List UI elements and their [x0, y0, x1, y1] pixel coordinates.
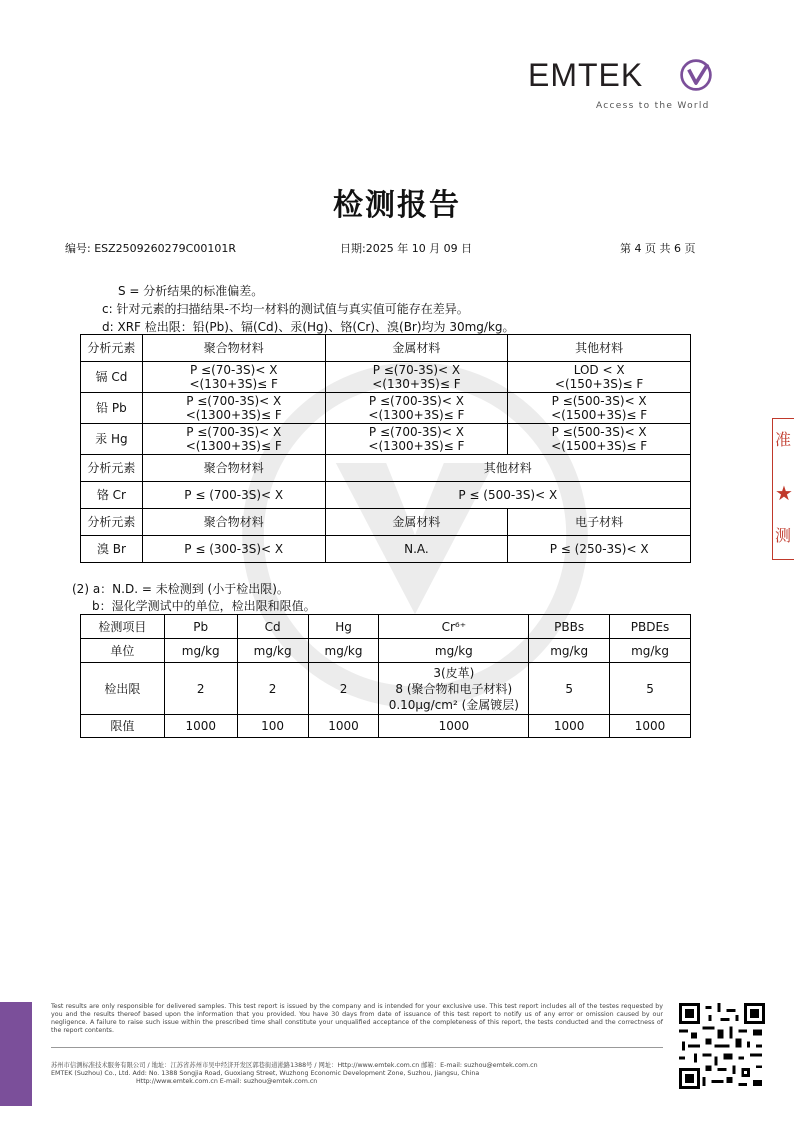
table-cell: mg/kg — [529, 639, 610, 663]
other-cell — [508, 393, 691, 424]
table-cell: 1000 — [610, 715, 691, 738]
report-date: 日期:2025 年 10 月 09 日 — [340, 242, 473, 255]
element-cell: 汞 Hg — [81, 424, 143, 455]
table-row — [81, 362, 691, 393]
unit-row — [81, 639, 691, 663]
header-cell: 电子材料 — [508, 509, 691, 536]
table-cell: 1000 — [308, 715, 379, 738]
star-icon: ★ — [775, 481, 793, 505]
seal-stamp — [772, 418, 794, 560]
header-cell: PBDEs — [610, 615, 691, 639]
table-row — [81, 424, 691, 455]
logo-brand: EMTEK — [528, 57, 644, 93]
table-header-row — [81, 509, 691, 536]
table-cell: 2 — [164, 663, 237, 715]
metal-cell — [325, 424, 508, 455]
header-cell: 检测项目 — [81, 615, 165, 639]
cell-line: <(130+3S)≤ F — [189, 377, 278, 391]
cell-line: <(1500+3S)≤ F — [551, 439, 648, 453]
header-cell: 聚合物材料 — [142, 509, 325, 536]
footer-divider — [51, 1047, 663, 1048]
notes-top — [80, 282, 515, 336]
table-cell: mg/kg — [610, 639, 691, 663]
table-cell: 100 — [237, 715, 308, 738]
table-header-row — [81, 335, 691, 362]
header-cell: 聚合物材料 — [142, 335, 325, 362]
page-title: 检测报告 — [333, 188, 461, 223]
table-header-row — [81, 615, 691, 639]
cell-line: P ≤(700-3S)< X — [368, 394, 464, 408]
table-cell: 2 — [237, 663, 308, 715]
cell-line: 8 (聚合物和电子材料) — [395, 681, 513, 696]
wet-chemistry-table — [80, 614, 691, 738]
table-cell: 1000 — [164, 715, 237, 738]
electronic-cell: P ≤ (250-3S)< X — [508, 536, 691, 563]
qr-code-icon — [679, 1003, 765, 1089]
header-cell: 其他材料 — [325, 455, 690, 482]
header-cell: 金属材料 — [325, 509, 508, 536]
header-cell: 聚合物材料 — [142, 455, 325, 482]
polymer-cell — [142, 362, 325, 393]
polymer-cell: P ≤ (300-3S)< X — [142, 536, 325, 563]
cell-line: <(1300+3S)≤ F — [368, 439, 465, 453]
note-line: (2) a：N.D. = 未检测到 (小于检出限)。 — [72, 582, 289, 596]
lod-row — [81, 663, 691, 715]
header-cell: Cr⁶⁺ — [379, 615, 529, 639]
header-cell: PBBs — [529, 615, 610, 639]
cell-line: P ≤(70-3S)< X — [372, 363, 461, 377]
xrf-limits-table — [80, 334, 691, 563]
polymer-cell — [142, 424, 325, 455]
page-indicator: 第 4 页 共 6 页 — [620, 242, 696, 255]
table-cell: 5 — [529, 663, 610, 715]
cell-line: P ≤(500-3S)< X — [551, 394, 647, 408]
logo-check-icon — [678, 57, 714, 93]
report-number: 编号: ESZ2509260279C00101R — [65, 242, 236, 255]
polymer-cell — [142, 393, 325, 424]
stamp-char: 准 — [775, 430, 792, 449]
header-cell: 分析元素 — [81, 509, 143, 536]
table-cell: 检出限 — [81, 663, 165, 715]
header-cell: Pb — [164, 615, 237, 639]
element-cell: 铬 Cr — [81, 482, 143, 509]
cell-line: P ≤(700-3S)< X — [186, 425, 282, 439]
note-line: c: 针对元素的扫描结果-不均一材料的测试值与真实值可能存在差异。 — [102, 302, 469, 316]
table-cell: 1000 — [379, 715, 529, 738]
header-cell: Hg — [308, 615, 379, 639]
header-cell: 金属材料 — [325, 335, 508, 362]
footer-accent-bar — [0, 1002, 32, 1106]
other-cell: P ≤ (500-3S)< X — [325, 482, 690, 509]
cell-line: <(130+3S)≤ F — [372, 377, 461, 391]
cell-line: P ≤(500-3S)< X — [551, 425, 647, 439]
note-line: b：湿化学测试中的单位，检出限和限值。 — [92, 599, 316, 613]
cell-line: <(1300+3S)≤ F — [368, 408, 465, 422]
element-cell: 铅 Pb — [81, 393, 143, 424]
table-cell: 单位 — [81, 639, 165, 663]
table-cell: mg/kg — [379, 639, 529, 663]
notes-mid — [72, 581, 316, 615]
header-cell: Cd — [237, 615, 308, 639]
metal-cell — [325, 362, 508, 393]
cell-line: <(150+3S)≤ F — [554, 377, 644, 391]
note-line: S = 分析结果的标准偏差。 — [118, 284, 264, 298]
note-line: d: XRF 检出限：铅(Pb)、镉(Cd)、汞(Hg)、铬(Cr)、溴(Br)均为 30mg/kg。 — [102, 320, 515, 334]
emtek-logo — [528, 55, 718, 115]
header-cell: 分析元素 — [81, 455, 143, 482]
table-cell: mg/kg — [308, 639, 379, 663]
cell-line: P ≤(70-3S)< X — [190, 363, 278, 377]
limit-row — [81, 715, 691, 738]
footer-disclaimer: Test results are only responsible for delivered samples. This test report is issued by the company and is intended for your exclusive use. This test report includes all of the testes requested by you and the results thereof based upon the information that you provided. You have 30 days from date of issuance of this test report to notify us of any error or omission caused by our negligence. A failure to raise such issue within the prescribed time shall constitute your unqualified acceptance of the completeness of this report, the tests conducted and the correctness of the report contents. — [51, 1003, 663, 1034]
cell-line: 3(皮革) — [433, 665, 475, 680]
logo-tagline: Access to the World — [596, 101, 710, 111]
table-cell: 限值 — [81, 715, 165, 738]
table-cell: 5 — [610, 663, 691, 715]
polymer-cell: P ≤ (700-3S)< X — [142, 482, 325, 509]
cell-line: P ≤(700-3S)< X — [186, 394, 282, 408]
element-cell: 镉 Cd — [81, 362, 143, 393]
cell-line: <(1500+3S)≤ F — [551, 408, 648, 422]
footer-address-en: EMTEK (Suzhou) Co., Ltd. Add: No. 1388 Songjia Road, Guoxiang Street, Wuzhong Economic Development Zone, Suzhou, Jiangsu, China — [51, 1070, 480, 1077]
cell-line: <(1300+3S)≤ F — [185, 439, 282, 453]
cell-line: P ≤(700-3S)< X — [368, 425, 464, 439]
table-row — [81, 536, 691, 563]
table-cell: 2 — [308, 663, 379, 715]
header-cell: 分析元素 — [81, 335, 143, 362]
element-cell: 溴 Br — [81, 536, 143, 563]
footer-web: Http://www.emtek.com.cn E-mail: suzhou@emtek.com.cn — [136, 1078, 318, 1085]
metal-cell — [325, 393, 508, 424]
other-cell — [508, 424, 691, 455]
footer-address-cn: 苏州市信测标准技术服务有限公司 / 地址：江苏省苏州市吴中经济开发区郭巷街道淞路1388号 / 网址：Http://www.emtek.com.cn 邮箱：E-mail: suzhou@emtek.com.cn — [51, 1062, 538, 1069]
cell-line: LOD < X — [573, 363, 625, 377]
table-row — [81, 482, 691, 509]
table-row — [81, 393, 691, 424]
cell-line: <(1300+3S)≤ F — [185, 408, 282, 422]
stamp-char: 测 — [775, 526, 792, 545]
table-cell: 1000 — [529, 715, 610, 738]
metal-cell: N.A. — [325, 536, 508, 563]
cell-line: 0.10μg/cm² (金属镀层) — [388, 697, 519, 712]
table-cell: mg/kg — [237, 639, 308, 663]
other-cell — [508, 362, 691, 393]
table-header-row — [81, 455, 691, 482]
cr6-lod-cell — [379, 663, 529, 715]
header-cell: 其他材料 — [508, 335, 691, 362]
table-cell: mg/kg — [164, 639, 237, 663]
